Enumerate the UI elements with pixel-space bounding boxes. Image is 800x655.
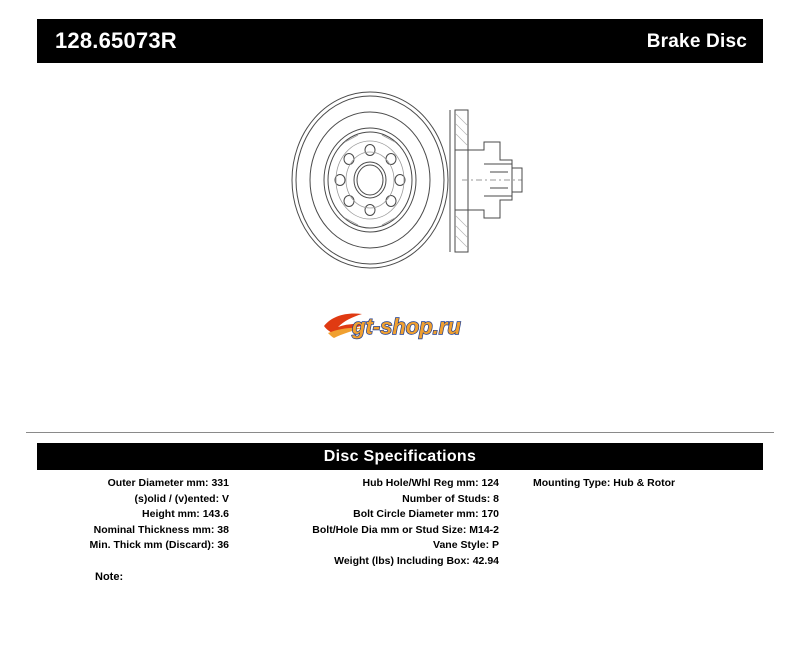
spec-columns: [37, 476, 763, 570]
spec-column-left: [37, 476, 237, 554]
part-number: 128.65073R: [55, 28, 177, 53]
spec-item: Number of Studs: 8: [402, 492, 499, 505]
spec-item: Vane Style: P: [433, 539, 499, 552]
section-divider: [26, 432, 774, 433]
spec-item: Hub Hole/Whl Reg mm: 124: [362, 477, 499, 489]
spec-item: Nominal Thickness mm: 38: [93, 523, 229, 536]
note-label: Note:: [95, 571, 124, 583]
brake-disc-drawing: [250, 80, 580, 280]
spec-item: Height mm: 143.6: [142, 508, 229, 521]
spec-item: Weight (lbs) Including Box: 42.94: [334, 554, 499, 567]
page-title: Brake Disc: [646, 30, 747, 52]
spec-item: Outer Diameter mm: 331: [107, 477, 229, 489]
spec-item: Mounting Type: Hub & Rotor: [533, 477, 676, 489]
watermark-text: gt-shop.ru: [352, 314, 461, 339]
spec-item: Bolt/Hole Dia mm or Stud Size: M14-2: [312, 523, 499, 536]
watermark-logo: [322, 300, 482, 348]
spec-column-middle: [237, 476, 507, 570]
spec-item: Bolt Circle Diameter mm: 170: [353, 508, 499, 521]
header-bar: [37, 19, 763, 63]
spec-title: Disc Specifications: [323, 447, 477, 465]
spec-item: (s)olid / (v)ented: V: [134, 492, 229, 505]
spec-column-right: [507, 476, 763, 492]
spec-item: Min. Thick mm (Discard): 36: [89, 539, 229, 552]
spec-title-bar: [37, 443, 763, 470]
